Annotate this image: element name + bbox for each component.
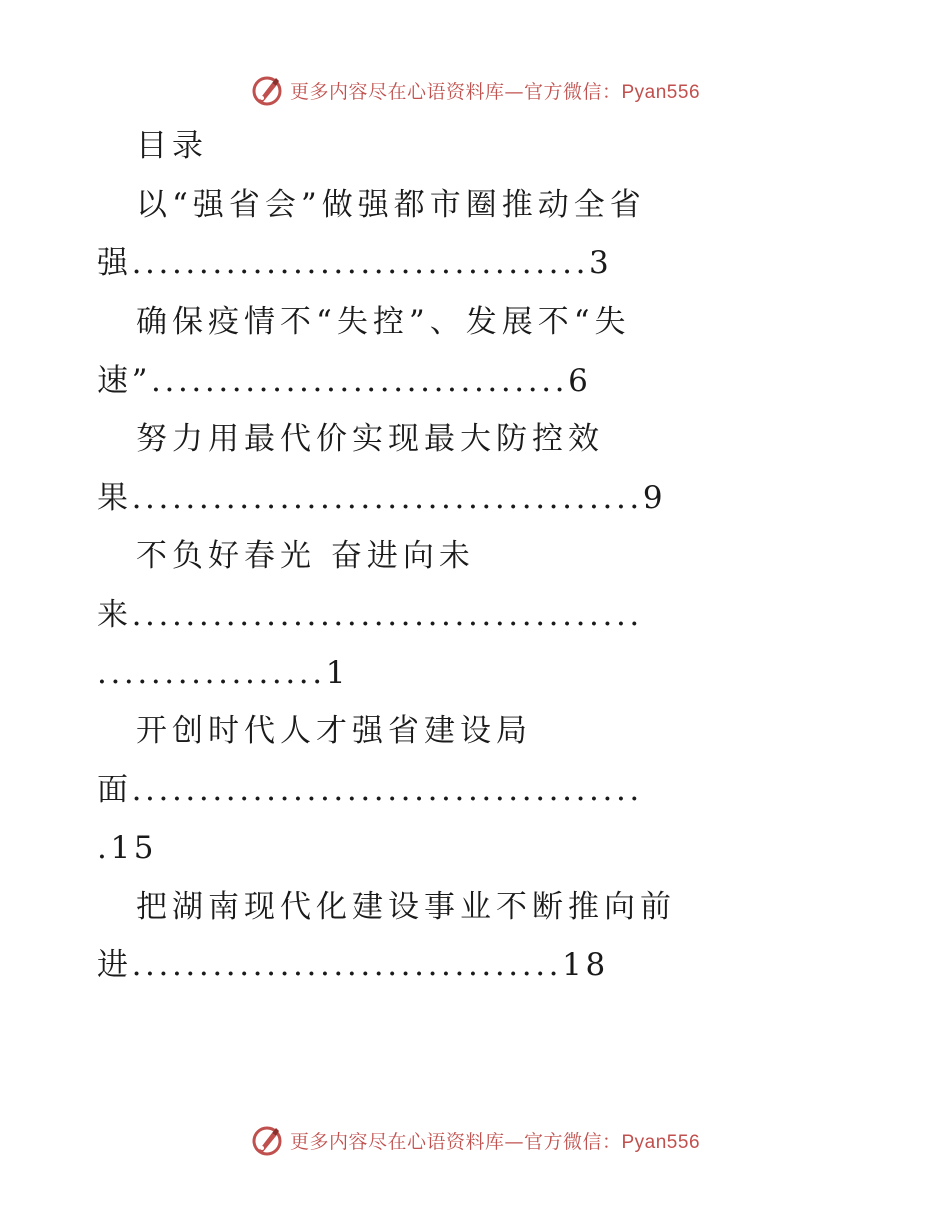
watermark-text: 更多内容尽在心语资料库—官方微信：Pyan556 xyxy=(289,80,701,103)
toc-entry-2-title[interactable]: 确保疫情不“失控”、发展不“失 xyxy=(136,304,631,340)
toc-entry-4-leader-cont[interactable]: .................1 xyxy=(97,655,350,691)
toc-entry-6-title[interactable]: 把湖南现代化建设事业不断推向前 xyxy=(136,889,676,925)
wechat-id: Pyan556 xyxy=(621,81,701,103)
watermark-group xyxy=(250,1123,700,1157)
wechat-id: Pyan556 xyxy=(621,1131,701,1153)
toc-entry-4-title[interactable]: 不负好春光 奋进向未 xyxy=(136,538,475,574)
toc-entry-5-leader-cont[interactable]: .15 xyxy=(97,830,158,866)
toc-entry-1-leader[interactable]: 强..................................3 xyxy=(97,245,613,281)
toc-entry-6-leader[interactable]: 进................................18 xyxy=(97,947,609,983)
toc-entry-2-leader[interactable]: 速”...............................6 xyxy=(97,363,592,399)
toc-entry-3-leader[interactable]: 果......................................9 xyxy=(97,480,667,516)
toc-entry-4-leader[interactable]: 来...................................... xyxy=(97,597,643,633)
toc-entry-1-title[interactable]: 以“强省会”做强都市圈推动全省 xyxy=(136,187,646,223)
toc-entry-5-leader[interactable]: 面...................................... xyxy=(97,772,643,808)
footer-watermark-banner xyxy=(0,1120,950,1160)
toc-entry-5-title[interactable]: 开创时代人才强省建设局 xyxy=(136,713,532,749)
pen-logo-icon xyxy=(250,1123,284,1157)
watermark-text: 更多内容尽在心语资料库—官方微信：Pyan556 xyxy=(289,1130,701,1153)
toc-entry-3-title[interactable]: 努力用最代价实现最大防控效 xyxy=(136,421,604,457)
toc-heading: 目录 xyxy=(136,128,208,164)
